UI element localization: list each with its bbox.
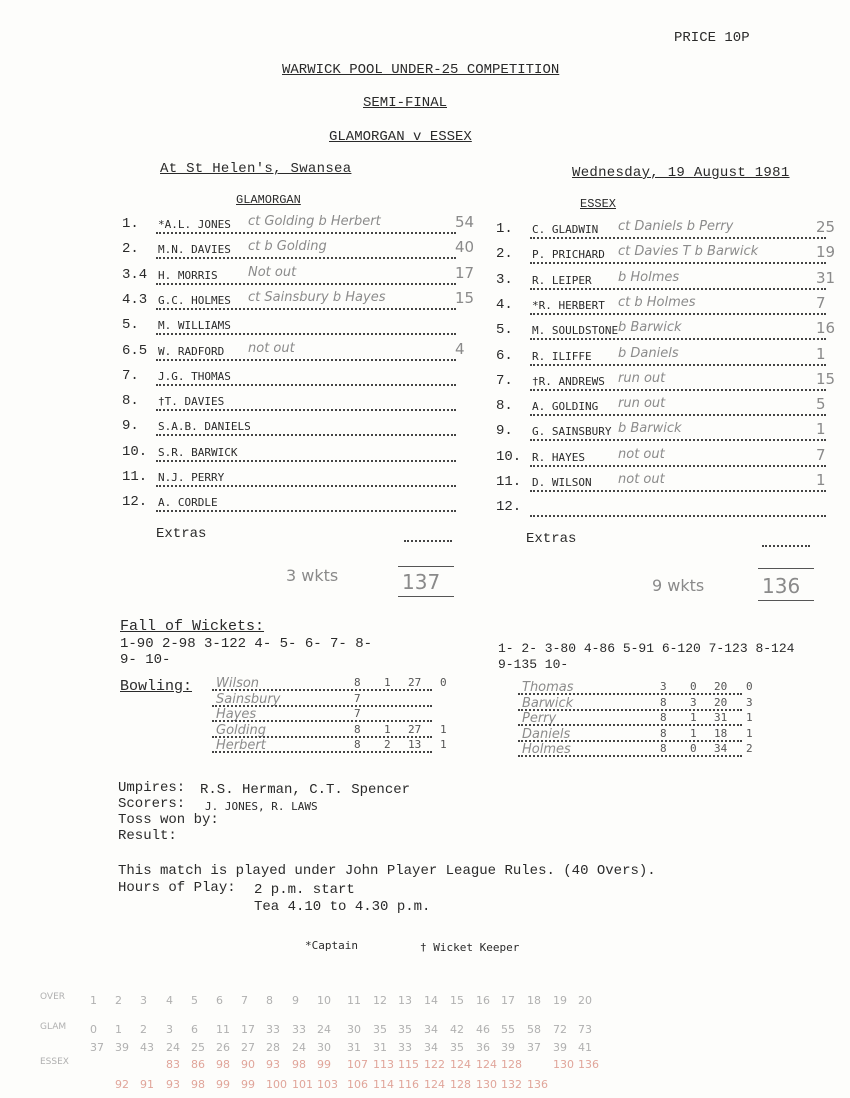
- batter-number: 1.: [122, 216, 139, 232]
- grid-cell: 90: [241, 1058, 255, 1071]
- price-label: PRICE 10P: [674, 30, 750, 46]
- grid-cell: 11: [216, 1023, 230, 1036]
- batter-name: G. SAINSBURY: [532, 425, 612, 439]
- bowler-wickets: 3: [746, 695, 753, 709]
- bowler-name: Daniels: [522, 726, 571, 742]
- grid-cell: 124: [476, 1058, 497, 1071]
- keeper-key: † Wicket Keeper: [420, 941, 520, 954]
- batter-dotted-line: [530, 513, 826, 517]
- bowler-overs: 8: [354, 676, 361, 689]
- grid-cell: 36: [476, 1041, 490, 1054]
- batter-runs: 16: [816, 319, 836, 338]
- grid-cell: 83: [166, 1058, 180, 1071]
- grid-cell: 46: [476, 1023, 490, 1036]
- captain-key: *Captain: [305, 939, 358, 952]
- batter-name: M. SOULDSTONE: [532, 324, 619, 338]
- grid-row-label: GLAM: [40, 1022, 67, 1032]
- away-fow-line1: 1- 2- 3-80 4-86 5-91 6-120 7-123 8-124: [498, 641, 795, 656]
- bowler-runs: 27: [408, 722, 422, 736]
- away-team-heading: ESSEX: [580, 197, 617, 211]
- batter-name: *A.L. JONES: [158, 218, 231, 231]
- home-extras-label: Extras: [156, 526, 207, 542]
- batter-name: C. GLADWIN: [532, 223, 599, 236]
- grid-cell: 11: [347, 994, 361, 1007]
- grid-cell: 14: [424, 994, 438, 1007]
- batter-dismissal: ct b Golding: [248, 239, 327, 255]
- batter-runs: 15: [816, 369, 836, 388]
- grid-cell: 1: [115, 1023, 122, 1036]
- batter-runs: 19: [816, 243, 836, 262]
- grid-cell: 101: [292, 1078, 313, 1091]
- bowler-runs: 13: [408, 738, 422, 751]
- toss-label: Toss won by:: [118, 812, 219, 828]
- bowler-overs: 8: [660, 695, 667, 709]
- grid-cell: 30: [347, 1023, 361, 1036]
- batter-dotted-line: [530, 488, 826, 492]
- stage-title: SEMI-FINAL: [363, 95, 448, 111]
- batter-number: 6.5: [122, 342, 148, 359]
- batter-number: 9.: [122, 418, 139, 435]
- batter-dismissal: ct Daniels b Perry: [618, 219, 734, 234]
- batter-dotted-line: [156, 357, 456, 361]
- batter-number: 5.: [496, 322, 513, 339]
- batter-dotted-line: [530, 412, 826, 416]
- grid-cell: 9: [292, 994, 299, 1007]
- grid-cell: 92: [115, 1078, 129, 1091]
- grid-cell: 128: [450, 1078, 471, 1091]
- batter-name: P. PRICHARD: [532, 248, 605, 262]
- grid-cell: 8: [266, 994, 273, 1007]
- grid-cell: 3: [140, 994, 147, 1007]
- bowler-name: Barwick: [522, 695, 574, 711]
- away-total-wickets: 9 wkts: [652, 576, 705, 595]
- bowler-runs: 27: [408, 676, 422, 689]
- batter-dotted-line: [156, 508, 456, 512]
- bowling-label: Bowling:: [120, 678, 193, 695]
- grid-cell: 115: [398, 1058, 419, 1071]
- batter-dotted-line: [530, 286, 826, 290]
- batter-runs: 7: [816, 293, 826, 312]
- fall-of-wickets-label: Fall of Wickets:: [120, 618, 265, 635]
- batter-dotted-line: [156, 458, 456, 462]
- grid-cell: 6: [191, 1023, 198, 1036]
- bowler-wickets: 1: [440, 738, 447, 751]
- grid-cell: 98: [216, 1058, 230, 1071]
- bowler-maidens: 1: [384, 722, 391, 736]
- grid-cell: 55: [501, 1023, 515, 1036]
- batter-runs: 7: [816, 445, 826, 464]
- bowler-name: Perry: [522, 711, 557, 726]
- batter-dismissal: not out: [618, 446, 665, 462]
- batter-name: S.A.B. DANIELS: [158, 420, 251, 434]
- home-fow-line2: 9- 10-: [120, 652, 171, 668]
- home-team-heading: GLAMORGAN: [236, 193, 301, 207]
- bowler-maidens: 0: [690, 742, 697, 755]
- batter-dismissal: b Daniels: [618, 345, 679, 361]
- bowler-dotted-line: [212, 703, 432, 707]
- umpires-value: R.S. Herman, C.T. Spencer: [200, 782, 411, 798]
- result-label: Result:: [118, 828, 177, 844]
- batter-name: †R. ANDREWS: [532, 374, 605, 388]
- batter-dotted-line: [530, 235, 826, 239]
- grid-cell: 37: [90, 1041, 104, 1054]
- grid-cell: 58: [527, 1023, 541, 1036]
- bowler-overs: 8: [660, 742, 667, 755]
- batter-dismissal: b Barwick: [618, 421, 682, 437]
- home-fow-line1: 1-90 2-98 3-122 4- 5- 6- 7- 8-: [120, 636, 373, 652]
- grid-cell: 86: [191, 1058, 205, 1071]
- batter-runs: 5: [816, 395, 826, 414]
- batter-name: J.G. THOMAS: [158, 369, 231, 383]
- grid-cell: 34: [424, 1041, 438, 1054]
- batter-dotted-line: [156, 407, 456, 411]
- bowler-runs: 20: [714, 680, 728, 693]
- bowler-name: Golding: [216, 722, 266, 738]
- tea-value: Tea 4.10 to 4.30 p.m.: [254, 899, 431, 915]
- bowler-runs: 31: [714, 711, 728, 724]
- bowler-dotted-line: [518, 691, 742, 695]
- bowler-runs: 34: [714, 742, 728, 755]
- batter-number: 6.: [496, 347, 513, 364]
- batter-dotted-line: [156, 331, 456, 335]
- grid-cell: 28: [266, 1041, 280, 1054]
- grid-cell: 73: [578, 1023, 592, 1036]
- grid-cell: 130: [476, 1078, 497, 1091]
- grid-cell: 4: [166, 994, 173, 1007]
- grid-cell: 124: [450, 1058, 471, 1071]
- bowler-wickets: 1: [440, 722, 447, 736]
- batter-number: 4.3: [122, 291, 148, 308]
- grid-cell: 1: [90, 994, 97, 1007]
- bowler-maidens: 2: [384, 738, 391, 751]
- grid-cell: 136: [578, 1058, 599, 1071]
- hours-label: Hours of Play:: [118, 880, 236, 896]
- grid-cell: 43: [140, 1041, 154, 1054]
- batter-name: G.C. HOLMES: [158, 293, 231, 307]
- grid-cell: 17: [501, 994, 515, 1007]
- batter-dotted-line: [156, 483, 456, 487]
- grid-cell: 122: [424, 1058, 445, 1071]
- grid-cell: 16: [476, 994, 490, 1007]
- bowler-wickets: 1: [746, 711, 753, 724]
- bowler-name: Thomas: [522, 680, 574, 695]
- grid-row-label: ESSEX: [40, 1057, 69, 1067]
- grid-cell: 35: [373, 1023, 387, 1036]
- batter-dotted-line: [530, 437, 826, 441]
- grid-cell: 10: [317, 994, 331, 1007]
- grid-cell: 99: [241, 1078, 255, 1091]
- batter-number: 2.: [496, 246, 513, 263]
- bowler-dotted-line: [518, 753, 742, 757]
- batter-number: 9.: [496, 423, 513, 440]
- batter-name: R. LEIPER: [532, 273, 592, 287]
- grid-cell: 30: [317, 1041, 331, 1054]
- batter-dismissal: run out: [618, 396, 666, 412]
- bowler-overs: 7: [354, 691, 361, 705]
- batter-name: N.J. PERRY: [158, 471, 225, 484]
- bowler-dotted-line: [518, 707, 742, 711]
- venue: At St Helen's, Swansea: [160, 161, 352, 177]
- bowler-maidens: 0: [690, 680, 697, 693]
- grid-cell: 26: [216, 1041, 230, 1054]
- batter-number: 12.: [122, 494, 148, 511]
- grid-cell: 24: [317, 1023, 331, 1036]
- batter-number: 3.4: [122, 266, 148, 283]
- batter-dotted-line: [530, 387, 826, 391]
- scorers-label: Scorers:: [118, 796, 186, 812]
- grid-cell: 7: [241, 994, 248, 1007]
- grid-cell: 2: [140, 1023, 147, 1036]
- umpires-label: Umpires:: [118, 780, 186, 796]
- batter-name: †T. DAVIES: [158, 395, 225, 409]
- match-date: Wednesday, 19 August 1981: [572, 165, 790, 181]
- bowler-maidens: 1: [384, 676, 391, 689]
- batter-dotted-line: [530, 362, 826, 366]
- batter-dotted-line: [156, 281, 456, 285]
- grid-cell: 24: [292, 1041, 306, 1054]
- bowler-wickets: 0: [746, 680, 753, 693]
- batter-number: 2.: [122, 241, 139, 258]
- batter-number: 11.: [122, 469, 148, 485]
- away-total-rule: [758, 568, 814, 569]
- fixture-title: GLAMORGAN v ESSEX: [329, 129, 472, 145]
- batter-dismissal: ct Golding b Herbert: [248, 214, 381, 229]
- grid-cell: 72: [553, 1023, 567, 1036]
- away-fow-line2: 9-135 10-: [498, 657, 569, 672]
- rules-text: This match is played under John Player League Rules. (40 Overs).: [118, 863, 656, 879]
- batter-runs: 1: [816, 471, 826, 489]
- batter-name: M.N. DAVIES: [158, 243, 231, 257]
- grid-cell: 99: [216, 1078, 230, 1091]
- batter-dismissal: b Barwick: [618, 320, 682, 336]
- grid-cell: 24: [166, 1041, 180, 1054]
- batter-number: 5.: [122, 317, 139, 334]
- bowler-overs: 3: [660, 680, 667, 693]
- away-extras-dots: [762, 543, 810, 547]
- bowler-wickets: 1: [746, 726, 753, 740]
- batter-dismissal: ct b Holmes: [618, 294, 696, 310]
- batter-number: 3.: [496, 271, 513, 288]
- bowler-overs: 7: [354, 707, 361, 720]
- batter-runs: 4: [455, 339, 465, 358]
- grid-cell: 113: [373, 1058, 394, 1071]
- batter-dismissal: ct Davies T b Barwick: [618, 244, 759, 260]
- batter-number: 4.: [496, 296, 513, 313]
- bowler-runs: 18: [714, 726, 728, 740]
- bowler-name: Wilson: [216, 676, 260, 691]
- grid-cell: 98: [191, 1078, 205, 1091]
- home-total-rule: [398, 566, 454, 567]
- batter-name: M. WILLIAMS: [158, 319, 231, 333]
- batter-runs: 1: [816, 420, 826, 439]
- grid-cell: 20: [578, 994, 592, 1007]
- batter-number: 10.: [496, 448, 522, 465]
- batter-name: H. MORRIS: [158, 268, 218, 282]
- batter-name: *R. HERBERT: [532, 298, 605, 312]
- bowler-overs: 8: [660, 726, 667, 740]
- scorers-value: J. JONES, R. LAWS: [205, 800, 318, 813]
- batter-dotted-line: [530, 336, 826, 340]
- grid-cell: 98: [292, 1058, 306, 1071]
- batter-runs: 17: [455, 263, 475, 282]
- bowler-maidens: 3: [690, 695, 697, 709]
- batter-dotted-line: [156, 230, 456, 234]
- bowler-wickets: 2: [746, 742, 753, 755]
- grid-cell: 17: [241, 1023, 255, 1036]
- grid-cell: 18: [527, 994, 541, 1007]
- grid-cell: 100: [266, 1078, 287, 1091]
- bowler-dotted-line: [518, 722, 742, 726]
- grid-cell: 31: [373, 1041, 387, 1054]
- bowler-wickets: 0: [440, 676, 447, 689]
- grid-cell: 31: [347, 1041, 361, 1054]
- bowler-dotted-line: [212, 749, 432, 753]
- grid-cell: 39: [501, 1041, 515, 1054]
- grid-cell: 0: [90, 1023, 97, 1036]
- grid-cell: 33: [398, 1041, 412, 1054]
- batter-dotted-line: [156, 432, 456, 436]
- grid-cell: 42: [450, 1023, 464, 1036]
- batter-dotted-line: [530, 311, 826, 315]
- batter-name: R. ILIFFE: [532, 349, 592, 363]
- bowler-overs: 8: [354, 722, 361, 736]
- batter-name: R. HAYES: [532, 450, 585, 464]
- grid-cell: 132: [501, 1078, 522, 1091]
- grid-cell: 25: [191, 1041, 205, 1054]
- batter-dismissal: b Holmes: [618, 269, 680, 285]
- grid-cell: 35: [398, 1023, 412, 1036]
- batter-number: 7.: [122, 367, 139, 384]
- batter-dotted-line: [530, 463, 826, 467]
- bowler-dotted-line: [518, 738, 742, 742]
- grid-cell: 136: [527, 1078, 548, 1091]
- grid-cell: 99: [317, 1058, 331, 1071]
- grid-cell: 39: [115, 1041, 129, 1054]
- grid-cell: 116: [398, 1078, 419, 1091]
- grid-cell: 33: [292, 1023, 306, 1036]
- away-total-rule-bottom: [758, 600, 814, 601]
- bowler-name: Herbert: [216, 738, 266, 753]
- batter-dismissal: ct Sainsbury b Hayes: [248, 289, 386, 305]
- batter-name: W. RADFORD: [158, 344, 225, 358]
- batter-number: 11.: [496, 474, 522, 490]
- bowler-dotted-line: [212, 687, 432, 691]
- batter-runs: 40: [455, 238, 475, 257]
- grid-cell: 37: [527, 1041, 541, 1054]
- bowler-dotted-line: [212, 718, 432, 722]
- home-total-rule-bottom: [398, 596, 454, 597]
- bowler-runs: 20: [714, 695, 728, 709]
- grid-cell: 6: [216, 994, 223, 1007]
- bowler-name: Hayes: [216, 707, 257, 722]
- home-total-wickets: 3 wkts: [286, 566, 339, 585]
- batter-number: 8.: [122, 393, 139, 410]
- home-total: 137: [402, 570, 441, 594]
- batter-number: 8.: [496, 398, 513, 415]
- batter-name: S.R. BARWICK: [158, 445, 238, 459]
- batter-dotted-line: [156, 306, 456, 310]
- batter-number: 12.: [496, 499, 522, 516]
- batter-dotted-line: [156, 255, 456, 259]
- batter-runs: 31: [816, 268, 836, 287]
- away-total: 136: [762, 574, 801, 598]
- grid-cell: 91: [140, 1078, 154, 1091]
- grid-cell: 5: [191, 994, 198, 1007]
- grid-cell: 103: [317, 1078, 338, 1091]
- grid-cell: 124: [424, 1078, 445, 1091]
- batter-runs: 54: [455, 213, 475, 231]
- home-extras-dots: [404, 538, 452, 542]
- batter-name: D. WILSON: [532, 476, 592, 489]
- grid-cell: 12: [373, 994, 387, 1007]
- grid-cell: 35: [450, 1041, 464, 1054]
- bowler-overs: 8: [354, 738, 361, 751]
- batter-dismissal: not out: [248, 340, 295, 356]
- away-extras-label: Extras: [526, 531, 577, 547]
- grid-cell: 93: [166, 1078, 180, 1091]
- batter-dismissal: not out: [618, 472, 665, 487]
- grid-cell: 39: [553, 1041, 567, 1054]
- bowler-name: Holmes: [522, 742, 571, 757]
- bowler-name: Sainsbury: [216, 691, 281, 707]
- competition-title: WARWICK POOL UNDER-25 COMPETITION: [282, 62, 560, 78]
- grid-cell: 3: [166, 1023, 173, 1036]
- grid-cell: 130: [553, 1058, 574, 1071]
- grid-cell: 41: [578, 1041, 592, 1054]
- batter-name: A. GOLDING: [532, 400, 599, 414]
- batter-dismissal: run out: [618, 370, 666, 386]
- hours-value: 2 p.m. start: [254, 882, 355, 898]
- grid-cell: 114: [373, 1078, 394, 1091]
- bowler-maidens: 1: [690, 726, 697, 740]
- batter-number: 1.: [496, 221, 513, 237]
- batter-dotted-line: [156, 382, 456, 386]
- grid-cell: 2: [115, 994, 122, 1007]
- grid-cell: 34: [424, 1023, 438, 1036]
- grid-cell: 15: [450, 994, 464, 1007]
- batter-dotted-line: [530, 260, 826, 264]
- batter-dismissal: Not out: [248, 264, 297, 280]
- grid-cell: 107: [347, 1058, 368, 1071]
- grid-cell: 128: [501, 1058, 522, 1071]
- batter-runs: 1: [816, 344, 826, 363]
- bowler-dotted-line: [212, 734, 432, 738]
- grid-cell: 33: [266, 1023, 280, 1036]
- grid-cell: 13: [398, 994, 412, 1007]
- grid-cell: 93: [266, 1058, 280, 1071]
- batter-runs: 15: [455, 288, 475, 307]
- batter-name: A. CORDLE: [158, 496, 218, 510]
- batter-runs: 25: [816, 218, 836, 236]
- grid-cell: 27: [241, 1041, 255, 1054]
- batter-number: 7.: [496, 372, 513, 389]
- grid-row-label: OVER: [40, 992, 66, 1002]
- bowler-maidens: 1: [690, 711, 697, 724]
- grid-cell: 19: [553, 994, 567, 1007]
- bowler-overs: 8: [660, 711, 667, 724]
- grid-cell: 106: [347, 1078, 368, 1091]
- batter-number: 10.: [122, 443, 148, 460]
